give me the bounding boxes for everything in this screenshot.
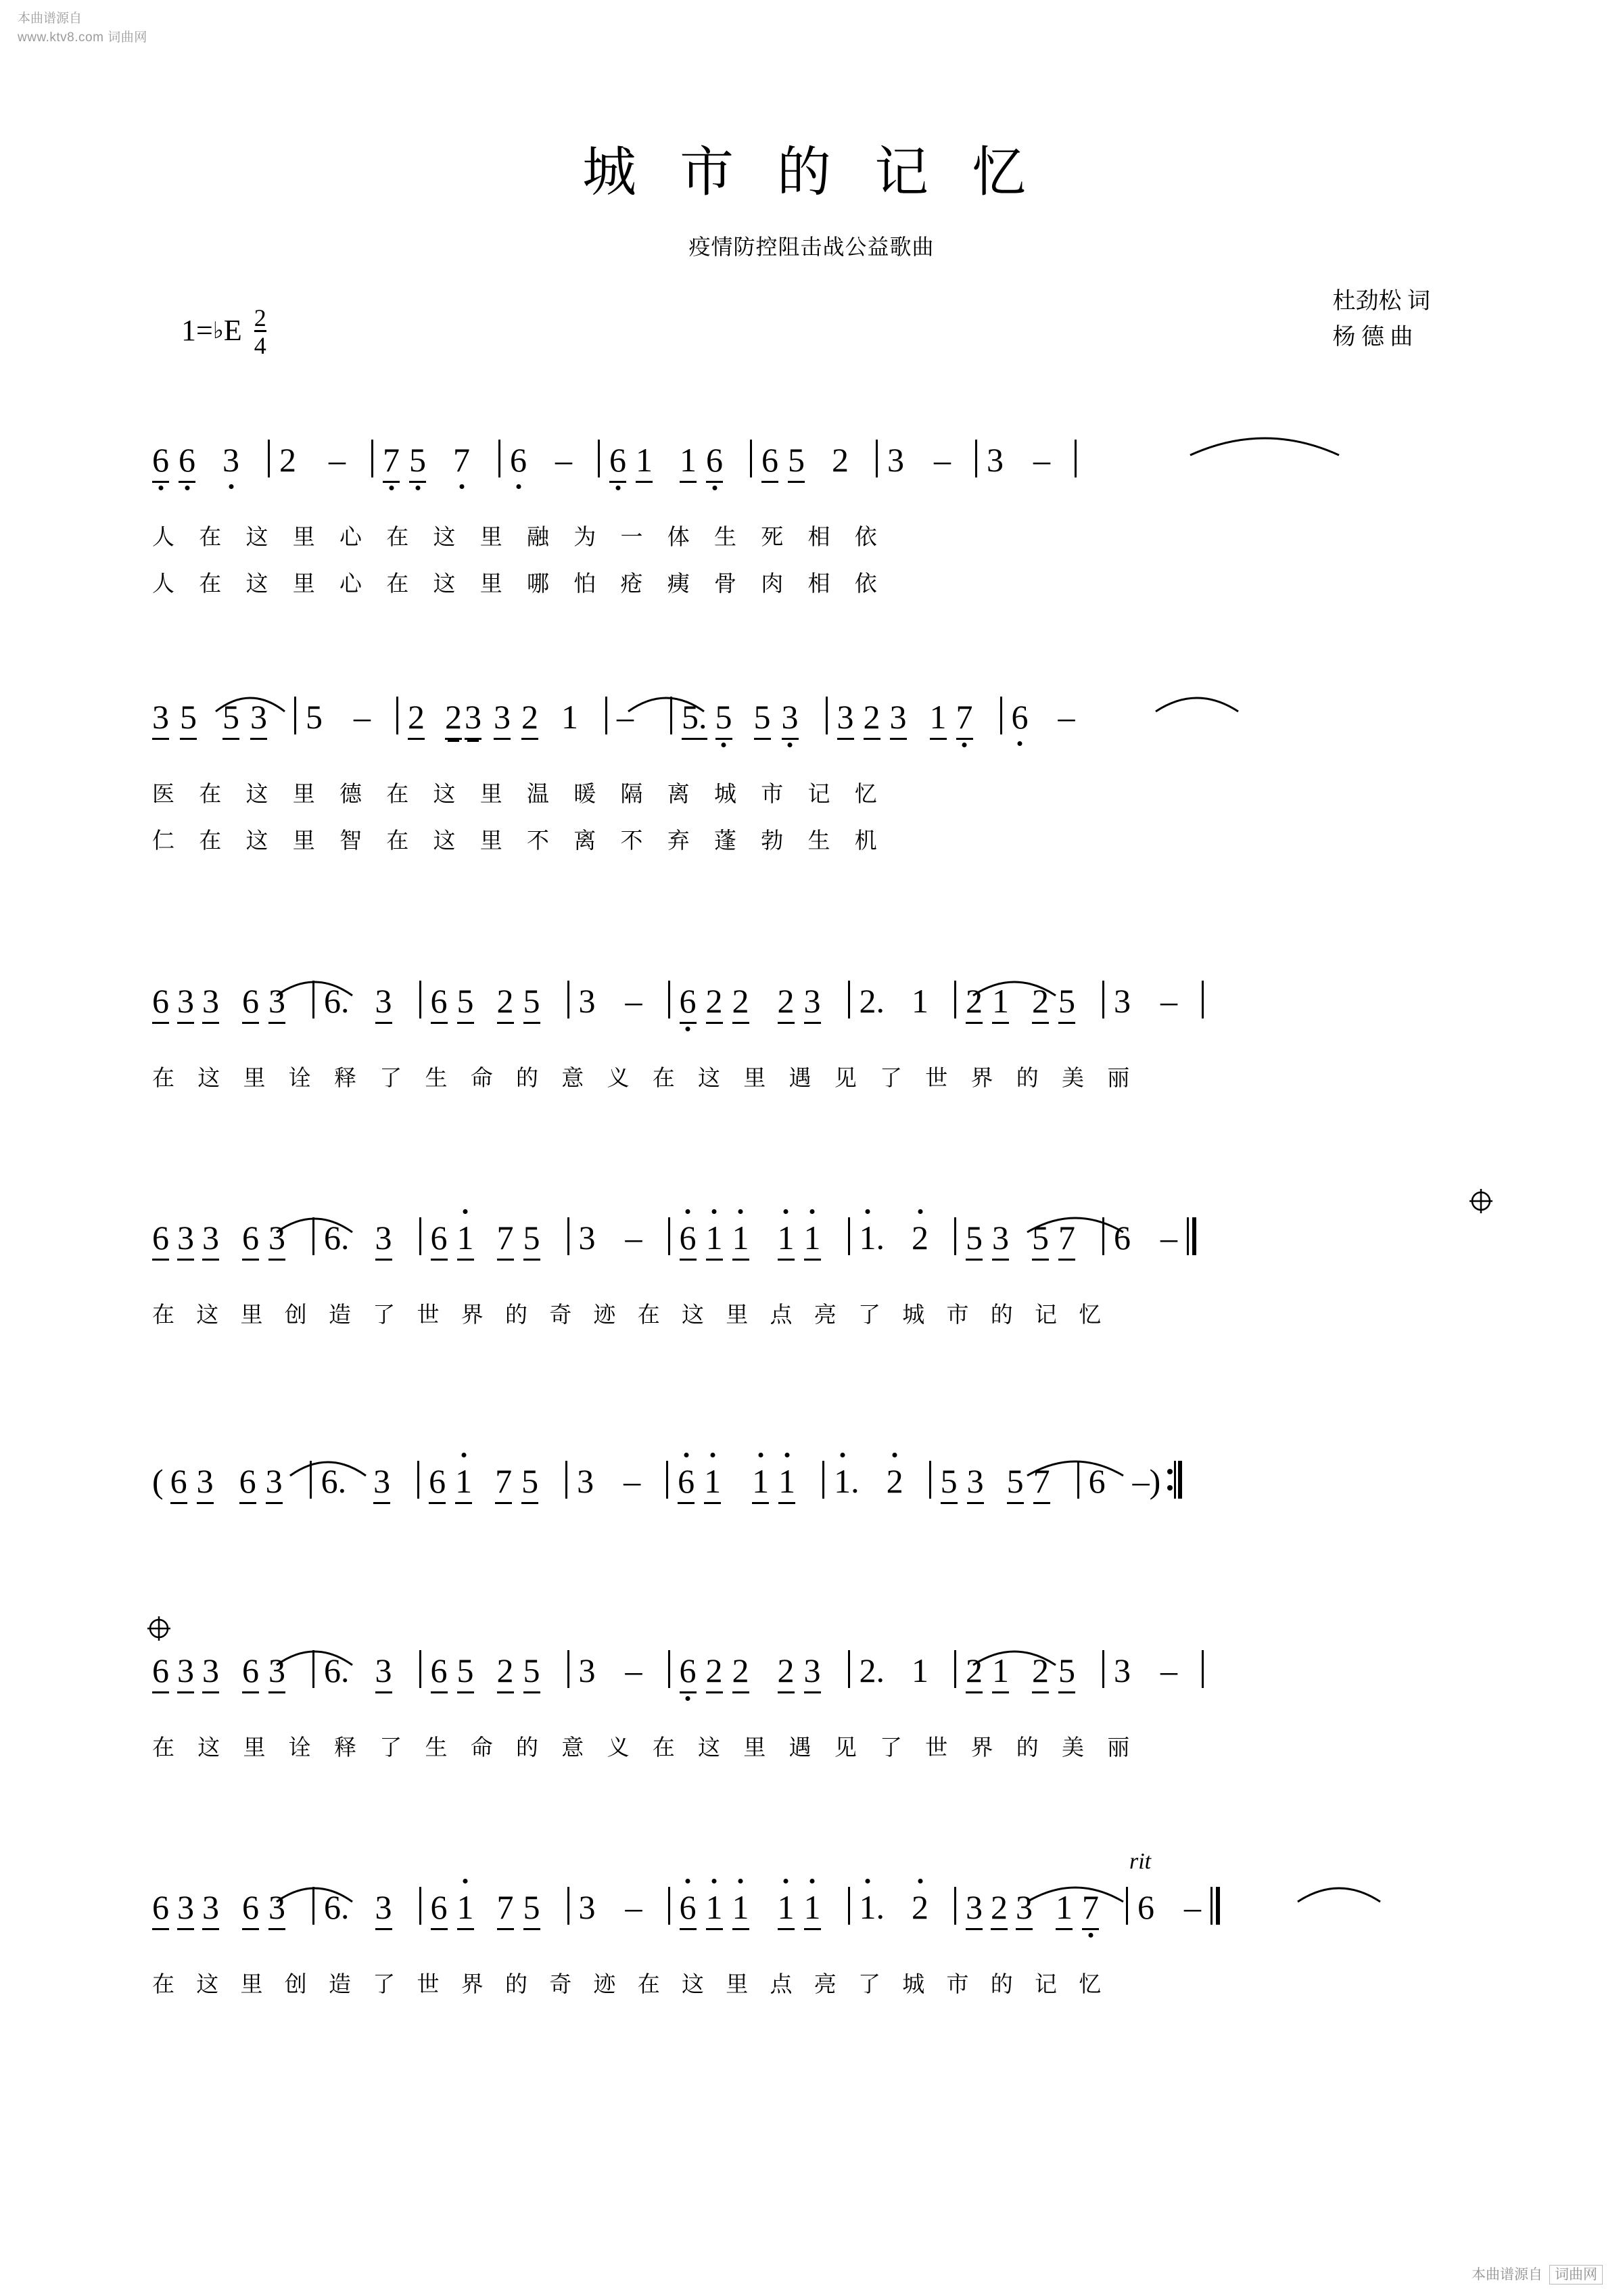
music-system-7	[0, 1849, 1623, 1998]
note: 7	[453, 441, 470, 479]
barline	[1102, 1650, 1104, 1688]
note: 1	[912, 1651, 928, 1689]
note: –	[625, 1219, 642, 1257]
note: 6	[431, 1218, 448, 1261]
note: 5	[715, 697, 732, 740]
note: 2	[279, 441, 296, 479]
note: 3	[266, 1461, 283, 1504]
notation-line-2	[152, 697, 1075, 740]
note: 2	[445, 697, 462, 740]
note: 3	[202, 1888, 219, 1930]
note: –	[625, 1651, 642, 1689]
note: 7	[1082, 1888, 1099, 1930]
key-label: 1=	[181, 314, 213, 347]
note: 6	[152, 1888, 169, 1930]
watermark-top-line2: www.ktv8.com 词曲网	[18, 30, 147, 45]
note: 6	[239, 1461, 256, 1504]
notation-line-5	[152, 1461, 1182, 1504]
barline	[848, 1217, 850, 1255]
notation-row-7	[152, 1849, 1471, 1961]
note: 2	[991, 1888, 1008, 1930]
note: 2	[497, 981, 514, 1024]
note: 7	[497, 1888, 514, 1930]
note: 6	[152, 440, 169, 483]
close-paren: )	[1149, 1462, 1161, 1500]
note: –	[354, 698, 371, 736]
note: 7	[497, 1218, 514, 1261]
note: 6.	[321, 1462, 347, 1500]
barline	[312, 981, 314, 1018]
note: 6	[242, 1888, 259, 1930]
note: 1.	[859, 1219, 885, 1257]
note: 2	[912, 1219, 928, 1257]
note: 2.	[859, 982, 885, 1020]
note: 6	[242, 1651, 259, 1693]
barline	[848, 1887, 850, 1925]
note: 3	[578, 982, 596, 1020]
barline	[605, 697, 607, 734]
note: 1	[992, 981, 1009, 1024]
barline	[954, 1217, 956, 1255]
note: 1	[732, 1888, 749, 1930]
note: 3	[782, 697, 799, 740]
note: –	[617, 698, 634, 736]
note: 2	[778, 981, 795, 1024]
barline	[1102, 1217, 1104, 1255]
slur-icon	[1295, 1875, 1383, 1904]
note: 1	[561, 698, 578, 736]
note: 3	[1114, 1651, 1131, 1689]
note: 3	[268, 1888, 285, 1930]
notation-line-3	[152, 981, 1213, 1024]
note: 5	[457, 981, 474, 1024]
note: 6	[1137, 1888, 1154, 1926]
note: 6	[1011, 698, 1029, 736]
barline	[822, 1461, 824, 1499]
note: 5	[941, 1461, 958, 1504]
note: 2	[966, 981, 983, 1024]
note: 6	[429, 1461, 446, 1504]
note: –	[1160, 1219, 1177, 1257]
note: 6	[242, 1218, 259, 1261]
lyrics-row-6: 在 这 里 诠 释 了 生 命 的 意 义 在 这 里 遇 见 了 世 界 的 美 丽	[152, 1736, 1139, 1760]
note: 3	[578, 1888, 596, 1926]
note: 2.	[859, 1651, 885, 1689]
note: 3	[577, 1462, 594, 1500]
barline	[1000, 697, 1002, 734]
note: 1	[804, 1218, 821, 1261]
note: 2	[886, 1462, 903, 1500]
note: 3	[202, 981, 219, 1024]
note: 1	[706, 1888, 723, 1930]
note: 5	[966, 1218, 983, 1261]
music-system-1	[0, 440, 1623, 598]
lyrics-row-2-verse-2: 仁 在 这 里 智 在 这 里 不 离 不 弃 蓬 勃 生 机	[152, 829, 887, 853]
barline	[1202, 1650, 1204, 1688]
note: 3	[837, 697, 854, 740]
note: 6	[680, 981, 697, 1024]
note: 3	[177, 1218, 194, 1261]
note: 5	[409, 440, 426, 483]
note: 2	[966, 1651, 983, 1693]
barline	[1075, 440, 1077, 477]
note: 2	[497, 1651, 514, 1693]
note: 3	[268, 1651, 285, 1693]
note: 3	[987, 441, 1004, 479]
note: 5.	[682, 697, 707, 740]
note: 3	[268, 1218, 285, 1261]
note: –	[1058, 698, 1075, 736]
note: 1	[1056, 1888, 1073, 1930]
note: 3	[202, 1651, 219, 1693]
note: 2	[706, 981, 723, 1024]
note: 1	[706, 1218, 723, 1261]
barline	[567, 1887, 569, 1925]
note: 1	[778, 1461, 795, 1504]
note: –	[329, 441, 346, 479]
note: 5	[523, 1218, 540, 1261]
barline	[1126, 1887, 1128, 1925]
note: 2	[732, 981, 749, 1024]
watermark-bottom-tag: 词曲网	[1549, 2265, 1603, 2285]
note: 1	[732, 1218, 749, 1261]
note: –	[1033, 441, 1050, 479]
barline	[312, 1650, 314, 1688]
note: 1	[912, 982, 928, 1020]
note: 1	[992, 1651, 1009, 1693]
note: 1	[680, 440, 697, 483]
note: 7	[1033, 1461, 1050, 1504]
watermark-top-line1: 本曲谱源自	[18, 11, 83, 26]
barline	[498, 440, 500, 477]
note: 7	[495, 1461, 512, 1504]
barline	[371, 440, 373, 477]
key-signature	[181, 304, 266, 359]
note: –	[624, 1462, 641, 1500]
note: 6	[170, 1461, 187, 1504]
lyrics-row-7: 在 这 里 创 造 了 世 界 的 奇 迹 在 这 里 点 亮 了 城 市 的 记 忆	[152, 1973, 1110, 1997]
coda-icon	[1467, 1188, 1495, 1215]
music-system-6	[0, 1650, 1623, 1762]
note: 6	[761, 440, 778, 483]
note: 3	[222, 441, 239, 479]
barline	[565, 1461, 567, 1499]
note: 6	[510, 441, 527, 479]
notation-row-3	[152, 981, 1471, 1055]
note: 5	[1007, 1461, 1024, 1504]
notation-row-2	[152, 697, 1471, 771]
note: 6	[706, 440, 723, 483]
note: 2	[912, 1888, 928, 1926]
note: 3	[992, 1218, 1009, 1261]
lyricist-credit: 杜劲松 词	[1332, 289, 1430, 314]
barline	[294, 697, 296, 734]
note: –	[1132, 1462, 1150, 1500]
note: –	[625, 982, 642, 1020]
note: 6	[152, 981, 169, 1024]
note: 5	[788, 440, 805, 483]
note: 3	[375, 1218, 392, 1261]
note: 5	[523, 981, 540, 1024]
barline	[419, 1217, 421, 1255]
note: 2	[832, 441, 849, 479]
barline	[567, 1650, 569, 1688]
note: 6.	[324, 1219, 350, 1257]
note: 3	[890, 697, 907, 740]
music-system-4	[0, 1217, 1623, 1329]
note: 3	[804, 1651, 821, 1693]
note: 6	[680, 1218, 697, 1261]
coda-icon	[145, 1615, 172, 1642]
note: 1	[778, 1888, 795, 1930]
barline	[1077, 1461, 1079, 1499]
barline	[954, 1887, 956, 1925]
barline	[954, 981, 956, 1018]
note: 3	[375, 981, 392, 1024]
note: 1	[455, 1461, 472, 1504]
note: 1.	[859, 1888, 885, 1926]
barline	[417, 1461, 419, 1499]
barline	[670, 697, 672, 734]
repeat-barline	[1167, 1461, 1182, 1499]
barline	[668, 1217, 670, 1255]
barline	[848, 981, 850, 1018]
time-signature-numerator: 2	[254, 304, 266, 331]
barline	[668, 1887, 670, 1925]
note: 3	[578, 1651, 596, 1689]
notation-line-1	[152, 440, 1086, 483]
lyrics-row-1-verse-2: 人 在 这 里 心 在 这 里 哪 怕 疮 痍 骨 肉 相 依	[152, 572, 887, 596]
note: 6	[152, 1651, 169, 1693]
note: 3	[202, 1218, 219, 1261]
barline	[975, 440, 977, 477]
note: 2	[1032, 981, 1049, 1024]
note: –	[934, 441, 951, 479]
note: –	[625, 1888, 642, 1926]
note: 5	[521, 1461, 538, 1504]
lyrics-row-1-verse-1: 人 在 这 里 心 在 这 里 融 为 一 体 生 死 相 依	[152, 525, 887, 550]
note: 3	[375, 1651, 392, 1693]
note: 6.	[324, 1888, 350, 1926]
note: 5	[222, 697, 239, 740]
note: 3	[578, 1219, 596, 1257]
barline	[826, 697, 828, 734]
note: 7	[1058, 1218, 1075, 1261]
final-barline	[1210, 1887, 1220, 1925]
lyrics-row-3: 在 这 里 诠 释 了 生 命 的 意 义 在 这 里 遇 见 了 世 界 的 美 丽	[152, 1067, 1139, 1091]
barline	[1202, 981, 1204, 1018]
note: 6	[179, 440, 195, 483]
note: 1.	[834, 1462, 860, 1500]
note: 3	[966, 1888, 983, 1930]
note: 2	[521, 697, 538, 740]
notation-line-7	[152, 1887, 1220, 1930]
note: 1	[778, 1218, 795, 1261]
barline	[310, 1461, 312, 1499]
barline	[929, 1461, 931, 1499]
note: 5	[523, 1651, 540, 1693]
flat-icon: ♭	[212, 318, 224, 344]
note: 3	[804, 981, 821, 1024]
note: –	[1184, 1888, 1201, 1926]
time-signature-denominator: 4	[254, 330, 266, 358]
notation-row-5	[152, 1461, 1471, 1535]
barline	[419, 1650, 421, 1688]
note: 6	[1114, 1219, 1131, 1257]
page-subtitle: 疫情防控阻击战公益歌曲	[688, 235, 935, 259]
composer-credit: 杨 德 曲	[1332, 324, 1413, 350]
watermark-top	[18, 9, 147, 47]
note: 3	[177, 1888, 194, 1930]
note: –	[555, 441, 572, 479]
notation-line-6	[152, 1650, 1213, 1693]
note: 1	[804, 1888, 821, 1930]
note: 5	[1058, 1651, 1075, 1693]
lyrics-row-2-verse-1: 医 在 这 里 德 在 这 里 温 暖 隔 离 城 市 记 忆	[152, 782, 887, 807]
note: 6	[680, 1888, 697, 1930]
note: 3	[152, 697, 169, 740]
note: 5	[1058, 981, 1075, 1024]
note: 6	[609, 440, 626, 483]
barline	[668, 981, 670, 1018]
note: 6.	[324, 1651, 350, 1689]
note: 2	[706, 1651, 723, 1693]
notation-row-1	[152, 440, 1471, 514]
note: 5	[457, 1651, 474, 1693]
note: 1	[457, 1218, 474, 1261]
note: 3	[177, 981, 194, 1024]
notation-row-6	[152, 1650, 1471, 1725]
music-system-5	[0, 1461, 1623, 1535]
barline	[419, 1887, 421, 1925]
note: 3	[465, 697, 481, 740]
note: 5	[306, 698, 323, 736]
notation-line-4	[152, 1217, 1196, 1261]
watermark-bottom-text: 本曲谱源自	[1472, 2267, 1543, 2282]
barline	[750, 440, 752, 477]
lyrics-row-4: 在 这 里 创 造 了 世 界 的 奇 迹 在 这 里 点 亮 了 城 市 的 记 忆	[152, 1303, 1110, 1328]
barline	[666, 1461, 668, 1499]
barline	[848, 1650, 850, 1688]
note: 2	[1032, 1651, 1049, 1693]
note: 2	[408, 697, 425, 740]
note: 3	[373, 1461, 390, 1504]
time-signature	[254, 306, 266, 358]
note: 6	[431, 1888, 448, 1930]
note: 3	[967, 1461, 984, 1504]
note: 5	[523, 1888, 540, 1930]
barline	[312, 1887, 314, 1925]
note: 5	[1032, 1218, 1049, 1261]
note: –	[1160, 982, 1177, 1020]
note: 2	[864, 697, 880, 740]
note: 5	[754, 697, 771, 740]
barline	[396, 697, 398, 734]
note: 6	[678, 1461, 695, 1504]
note: 6.	[324, 982, 350, 1020]
barline	[567, 981, 569, 1018]
barline	[876, 440, 878, 477]
final-barline	[1187, 1217, 1196, 1255]
page-title: 城 市 的 记 忆	[582, 143, 1041, 203]
slur-icon	[1153, 684, 1241, 714]
key-note: E	[223, 314, 242, 347]
note: 6	[242, 981, 259, 1024]
note: 3	[250, 697, 267, 740]
note: 1	[930, 697, 947, 740]
note: 3	[1016, 1888, 1033, 1930]
note: 6	[1088, 1462, 1106, 1500]
barline	[419, 981, 421, 1018]
note: 6	[431, 981, 448, 1024]
note: 3	[375, 1888, 392, 1930]
note: 1	[704, 1461, 721, 1504]
credits	[1333, 284, 1431, 355]
note: 6	[152, 1218, 169, 1261]
note: 2	[732, 1651, 749, 1693]
note: 6	[680, 1651, 697, 1693]
barline	[567, 1217, 569, 1255]
watermark-bottom	[1472, 2264, 1603, 2284]
barline	[598, 440, 600, 477]
note: 7	[383, 440, 400, 483]
note: 1	[636, 440, 653, 483]
note: 3	[177, 1651, 194, 1693]
barline	[668, 1650, 670, 1688]
slur-icon	[1187, 425, 1342, 459]
barline	[312, 1217, 314, 1255]
music-system-3	[0, 981, 1623, 1092]
note: 7	[956, 697, 973, 740]
note: 1	[457, 1888, 474, 1930]
notation-row-4	[152, 1217, 1471, 1292]
note: 3	[197, 1461, 214, 1504]
note: 2	[778, 1651, 795, 1693]
note: –	[1160, 1651, 1177, 1689]
tempo-marking-rit: rit	[1129, 1849, 1152, 1874]
open-paren: (	[152, 1462, 164, 1500]
note: 5	[180, 697, 197, 740]
music-system-2	[0, 697, 1623, 855]
barline	[954, 1650, 956, 1688]
barline	[268, 440, 270, 477]
barline	[1102, 981, 1104, 1018]
note: 3	[1114, 982, 1131, 1020]
note: 3	[887, 441, 904, 479]
note: 3	[494, 697, 511, 740]
note: 1	[752, 1461, 769, 1504]
note: 6	[431, 1651, 448, 1693]
note: 3	[268, 981, 285, 1024]
